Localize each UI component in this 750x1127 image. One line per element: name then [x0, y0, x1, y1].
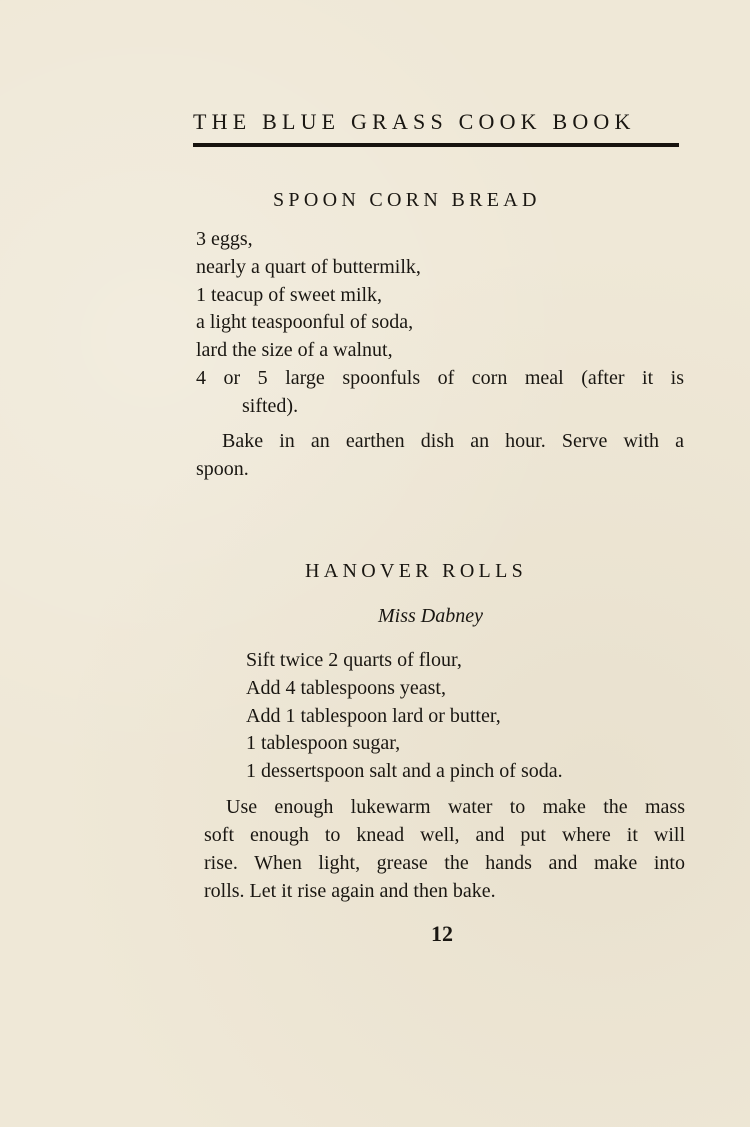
- recipe-title-spoon-corn-bread: SPOON CORN BREAD: [273, 189, 541, 211]
- ingredient-line: lard the size of a walnut,: [196, 339, 393, 362]
- instruction-line: Bake in an earthen dish an hour. Serve with a: [222, 430, 684, 452]
- ingredient-line: 4 or 5 large spoonfuls of corn meal (after it is: [196, 366, 684, 389]
- instruction-line: Use enough lukewarm water to make the mass: [226, 796, 685, 818]
- page-number: 12: [431, 921, 453, 946]
- instruction-line: spoon.: [196, 458, 249, 480]
- recipe-title-hanover-rolls: HANOVER ROLLS: [305, 560, 528, 582]
- ingredient-line: Sift twice 2 quarts of flour,: [246, 649, 462, 671]
- instruction-line: soft enough to knead well, and put where it will: [204, 824, 685, 846]
- ingredient-line: 1 tablespoon sugar,: [246, 732, 401, 755]
- recipe-instructions-hanover-rolls: [204, 793, 685, 905]
- ingredient-line: a light teaspoonful of soda,: [196, 311, 414, 334]
- recipe-ingredients-hanover-rolls: [246, 647, 636, 786]
- instruction-line: rise. When light, grease the hands and make into: [204, 852, 685, 874]
- instruction-line: rolls. Let it rise again and then bake.: [204, 880, 496, 902]
- ingredient-line: 1 teacup of sweet milk,: [196, 283, 383, 306]
- ingredient-line: sifted).: [242, 394, 299, 417]
- recipe-ingredients-spoon-corn-bread: [196, 226, 684, 421]
- recipe-author: Miss Dabney: [378, 605, 483, 627]
- ingredient-line: Add 4 tablespoons yeast,: [246, 676, 446, 699]
- ingredient-line: nearly a quart of buttermilk,: [196, 255, 421, 278]
- ingredient-line: 1 dessertspoon salt and a pinch of soda.: [246, 760, 563, 783]
- recipe-instructions-spoon-corn-bread: [196, 427, 684, 483]
- header-rule: [193, 143, 679, 147]
- ingredient-line: 3 eggs,: [196, 228, 253, 250]
- ingredient-line: Add 1 tablespoon lard or butter,: [246, 704, 501, 727]
- running-header: THE BLUE GRASS COOK BOOK: [193, 109, 636, 134]
